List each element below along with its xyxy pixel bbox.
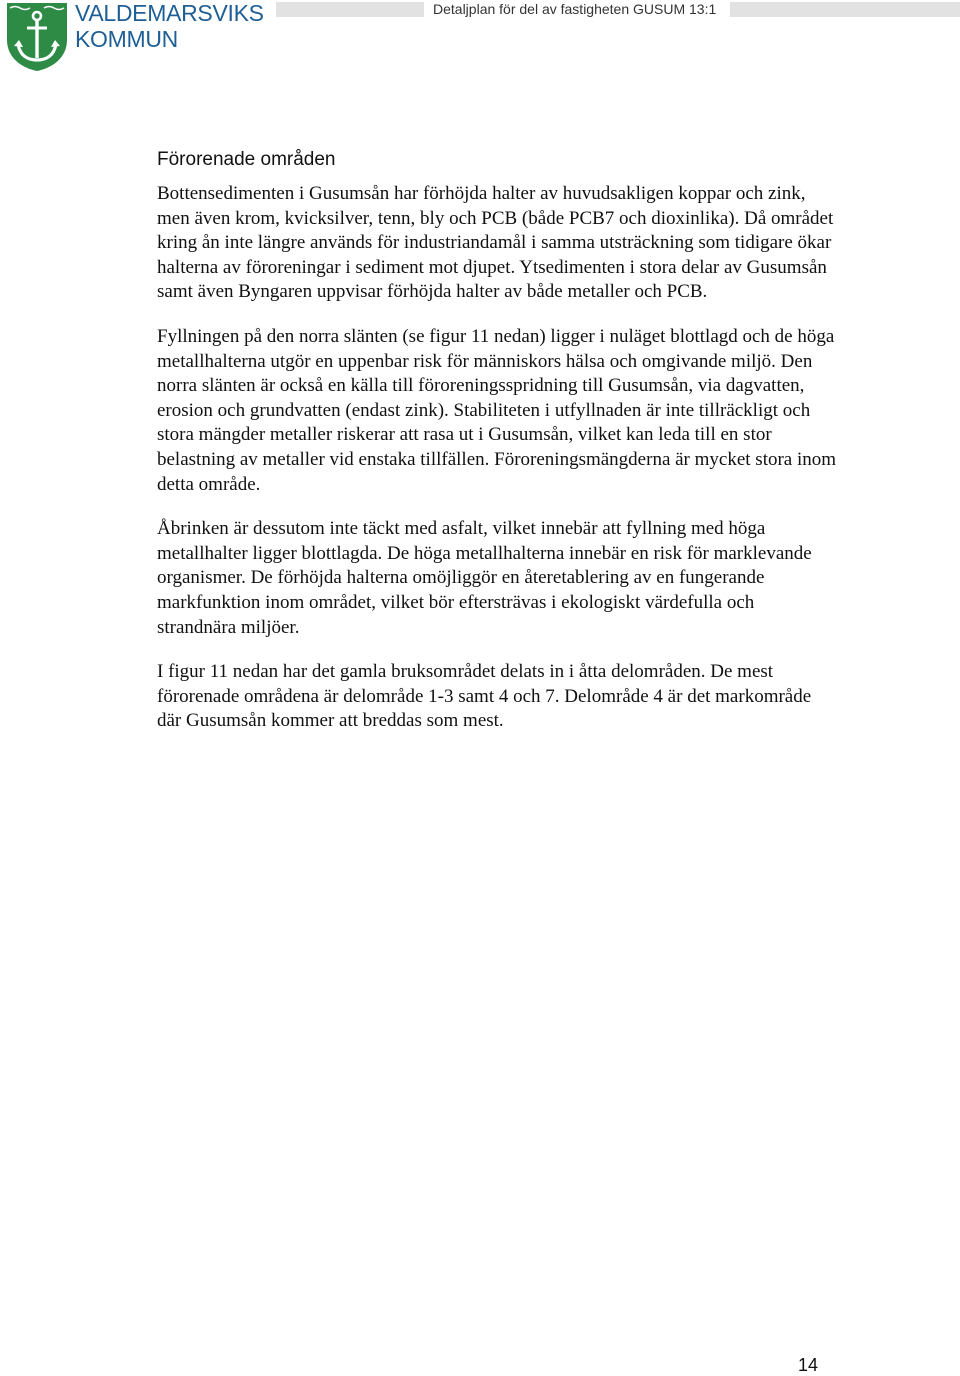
municipality-name-line1: VALDEMARSVIKS: [75, 0, 264, 26]
header-bar-right: [730, 2, 960, 17]
paragraph-north-slope: Fyllningen på den norra slänten (se figur 11 nedan) ligger i nuläget blottlagd och de höga metallhalterna utgör en uppenbar risk för människors hälsa och omgivande miljö. Den norra slänten är också en källa till föroreningsspridning till Gusumsån, via dagvatten, erosion och grundvatten (endast zink). Stabiliteten i utfyllnaden är inte tillräckligt och stora mängder metaller riskerar att rasa ut i Gusumsån, vilket kan leda till en stor belastning av metaller vid enstaka tillfällen. Föroreningsmängderna är mycket stora inom detta område.: [157, 325, 837, 495]
municipality-name: [75, 0, 264, 52]
page-content: [157, 148, 837, 754]
paragraph-sediment: Bottensedimenten i Gusumsån har förhöjda halter av huvudsakligen koppar och zink, men även krom, kvicksilver, tenn, bly och PCB (både PCB7 och dioxinlika). Då området kring ån inte längre används för industriandamål i samma utsträckning som tidigare ökar halterna av föroreningar i sediment mot djupet. Ytsedimenten i stora delar av Gusumsån samt även Byngaren uppvisar förhöjda halter av både metaller och PCB.: [157, 183, 834, 303]
page-number: 14: [798, 1355, 819, 1375]
paragraph-subareas: I figur 11 nedan har det gamla bruksområdet delats in i åtta delområden. De mest förorenade områdena är delområde 1-3 samt 4 och 7. Delområde 4 är det markområde där Gusumsån kommer att breddas som mest.: [157, 661, 812, 732]
paragraph-riverbank: Åbrinken är dessutom inte täckt med asfalt, vilket innebär att fyllning med höga metallhalter ligger blottlagda. De höga metallhalterna innebär en risk för marklevande organismer. De förhöjda halterna omöjliggör en återetablering av en fungerande markfunktion inom området, vilket bör eftersträvas i ekologiskt värdefulla och strandnära miljöer.: [157, 518, 812, 638]
document-title: Detaljplan för del av fastigheten GUSUM 13:1: [433, 1, 717, 17]
municipality-name-line2: KOMMUN: [75, 26, 178, 52]
page-header: [0, 0, 960, 80]
header-bar-left: [276, 2, 424, 17]
municipal-coat-of-arms-icon: [6, 2, 68, 72]
section-heading: Förorenade områden: [157, 149, 336, 170]
